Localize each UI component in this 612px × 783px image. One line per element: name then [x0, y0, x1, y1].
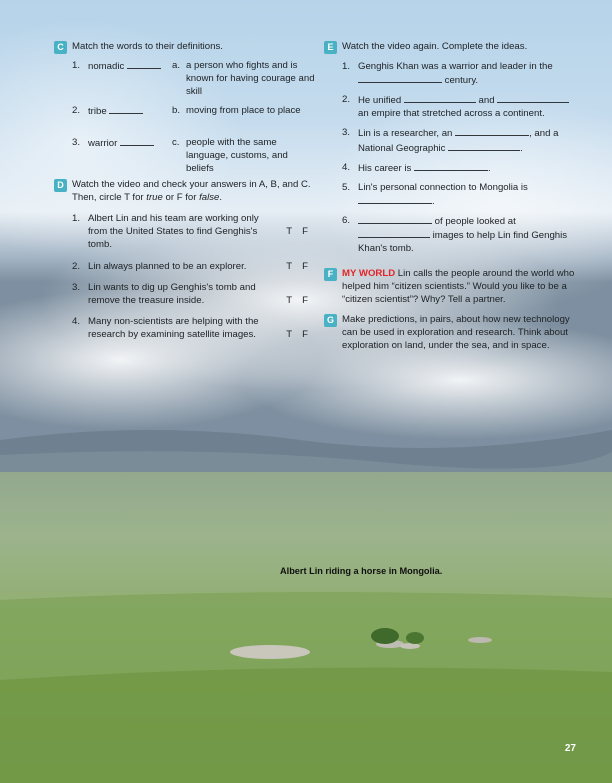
answer-blank[interactable] [414, 161, 488, 171]
false-option[interactable]: F [302, 226, 308, 238]
match-word: nomadic [88, 59, 174, 73]
answer-blank[interactable] [358, 214, 432, 224]
true-option[interactable]: T [286, 328, 293, 340]
match-definition: a person who fights and is known for having courage and skill [186, 60, 315, 98]
answer-blank[interactable] [358, 228, 430, 238]
photo-caption: Albert Lin riding a horse in Mongolia. [280, 566, 443, 576]
fill-item-6: 6. of people looked at images to help Lin find Genghis Khan's tomb. [342, 214, 568, 255]
match-word: warrior [88, 136, 174, 150]
tf-item-3: 3. Lin wants to dig up Genghis's tomb and remove the treasure inside. T F [72, 281, 308, 306]
true-option[interactable]: T [286, 260, 293, 272]
page-number: 27 [564, 743, 576, 754]
true-option[interactable]: T [286, 294, 293, 306]
section-g-text: Make predictions, in pairs, about how new technology can be used in exploration and research. Think about exploration on land, under the sea, and in space. [342, 313, 570, 351]
match-row-1: 1. nomadic a. a person who fights and is known for having courage and skill [72, 60, 315, 98]
answer-blank[interactable] [120, 136, 154, 146]
answer-blank[interactable] [455, 126, 529, 136]
section-e-badge: E [324, 41, 337, 54]
answer-blank[interactable] [127, 59, 161, 69]
true-option[interactable]: T [286, 226, 293, 238]
tf-options [286, 225, 308, 238]
fill-item-4: 4. His career is . [342, 161, 491, 174]
tf-options [286, 328, 308, 341]
tf-item-2: 2. Lin always planned to be an explorer. T F [72, 260, 308, 272]
section-f-text: MY WORLD Lin calls the people around the world who helped him “citizen scientists.” Would you like to be a “citizen scientist”? Why? Tell a partner. [342, 268, 575, 306]
right-column [324, 40, 582, 352]
answer-blank[interactable] [448, 141, 520, 151]
section-c [54, 40, 316, 182]
tf-item-4: 4. Many non-scientists are helping with the research by examining satellite images. T F [72, 315, 308, 340]
section-c-instruction: Match the words to their definitions. [72, 41, 223, 52]
answer-blank[interactable] [404, 93, 476, 103]
tf-item-1: 1. Albert Lin and his team are working only from the United States to find Genghis's tomb. T F [72, 213, 308, 251]
section-e-instruction: Watch the video again. Complete the ideas. [342, 41, 528, 52]
match-definition: moving from place to place [186, 105, 301, 117]
answer-blank[interactable] [109, 104, 143, 114]
fill-item-2: 2. He unified and an empire that stretched across a continent. [342, 93, 582, 120]
section-d-badge: D [54, 179, 67, 192]
section-f-badge: F [324, 268, 337, 281]
section-f [324, 267, 582, 306]
fill-item-1: 1. Genghis Khan was a warrior and leader in the century. [342, 61, 553, 87]
answer-blank[interactable] [358, 73, 442, 83]
fill-item-3: 3. Lin is a researcher, an , and a National Geographic . [342, 127, 559, 154]
answer-blank[interactable] [358, 194, 432, 204]
section-g [324, 313, 582, 352]
my-world-label: MY WORLD [342, 268, 396, 280]
section-d-instruction: Watch the video and check your answers in A, B, and C. Then, circle T for true or F for false. [72, 179, 311, 204]
section-d [54, 178, 316, 341]
left-column [54, 40, 316, 341]
tf-options [286, 260, 308, 273]
match-row-3: 3. warrior c. people with the same language, customs, and beliefs [72, 136, 316, 182]
answer-blank[interactable] [497, 93, 569, 103]
false-option[interactable]: F [302, 294, 308, 306]
fill-item-5: 5. Lin's personal connection to Mongolia is . [342, 181, 528, 207]
match-definition: people with the same language, customs, and beliefs [186, 137, 288, 175]
tf-options [286, 294, 308, 307]
section-g-badge: G [324, 314, 337, 327]
false-option[interactable]: F [302, 328, 308, 340]
false-option[interactable]: F [302, 260, 308, 272]
match-row-2: 2. tribe b. moving from place to place [72, 104, 316, 136]
section-c-badge: C [54, 41, 67, 54]
section-e [324, 40, 582, 255]
match-word: tribe [88, 104, 174, 118]
